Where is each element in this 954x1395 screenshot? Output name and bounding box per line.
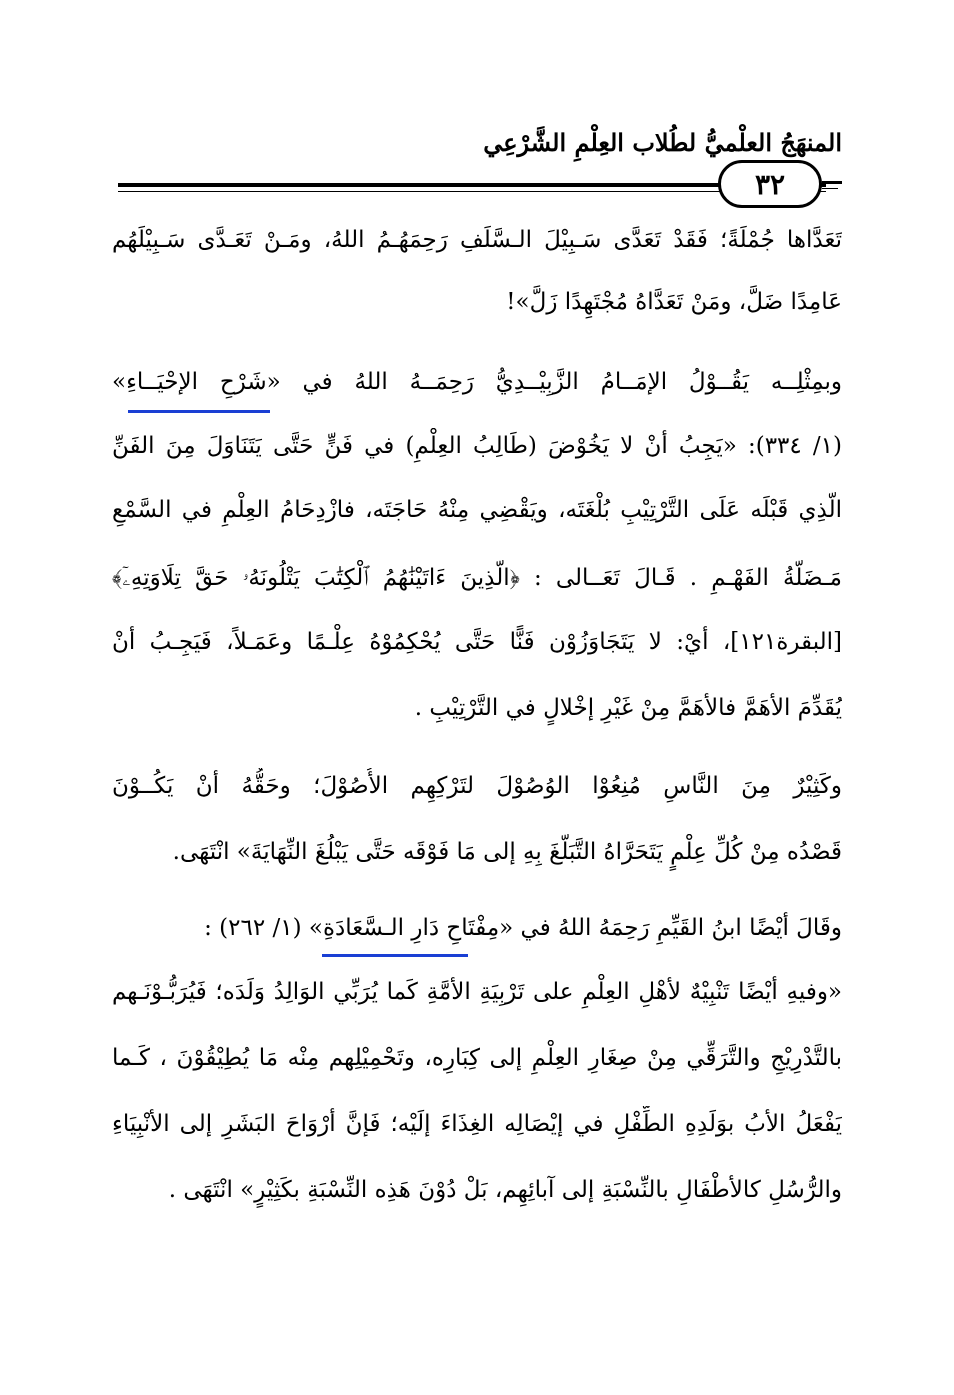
header-rule-end-thin (822, 188, 838, 189)
title-underline (322, 954, 468, 957)
header-rule-end (822, 181, 842, 184)
text-line: بالتَّدْرِيْجِ والتَّرَقِّي مِنْ صِغَارِ العِلْمِ إلى كِبَارِه، وتَحْمِيْلِهم مِنْه مَا يُطِيْقُوْنَ ، كَـما (112, 1045, 842, 1071)
text-line: والرُّسُلِ كالأطْفَالِ بالنِّسْبَةِ إلى آبائِهِم، بَلْ دُوْنَ هَذِه النِّسْبَةِ بكَثِيْرٍ» انْتَهَى . (168, 1177, 842, 1203)
title-underline (128, 410, 270, 413)
text-line: عَامِدًا ضَلَّ، ومَنْ تَعَدَّاهُ مُجْتَهِدًا زَلَّ»! (506, 289, 842, 315)
text-line: الَّذِي قَبْلَه عَلَى التَّرْتِيْبِ بُلْغَتَه، ويَقْضِي مِنْهُ حَاجَتَه، فازْدِحَامُ العِلْمِ في السَّمْعِ (112, 497, 842, 523)
text-line: «وفيهِ أيْضًا تَنْبِيْهٌ لأهْلِ العِلْمِ على تَرْبِيَةِ الأمَّةِ كَما يُرَبِّي الوَالِدُ وَلَدَه؛ فَيُرَبُّـوْنَـهم (112, 979, 842, 1005)
text-line: وبمِثْلِــه يَقُــوْلُ الإمَــامُ الزَّبِيْــدِيُّ رَحِمَــهُ اللهُ في «شَرْحِ الإحْيَــاءِ» (112, 369, 842, 395)
text-line: وكَثِيْرٌ مِنَ النَّاسِ مُنِعُوْا الوُصُوْلَ لتَرْكِهِم الأُصُوْلَ؛ وحَقُّهُ أنْ يَكُــوْنَ (112, 773, 842, 799)
text-line: مَـضَلَّةُ الفَهْـمِ . قَـالَ تَعَــالى : ﴿الَّذِينَ ءَاتَيْنَٰهُمُ ٱلْكِتَٰبَ يَتْلُونَهُۥ حَقَّ تِلَاوَتِهِۦٓ﴾ (112, 565, 842, 591)
text-line: وقَالَ أيْضًا ابنُ القَيِّمِ رَحِمَهُ اللهُ في «مِفْتَاحِ دَارِ الـسَّعَادَةِ» (١/ ٢٦٢) : (204, 915, 842, 941)
text-line: (١/ ٣٣٤): «يَجِبُ أنْ لا يَخُوْضَ (طَالِبُ العِلْمِ) في فَنٍّ حَتَّى يَتَنَاوَلَ مِنَ الفَنِّ (112, 433, 842, 459)
text-line: قَصْدُه مِنْ كُلِّ عِلْمٍ يَتَحَرَّاهُ التَّبَلُّغَ بِهِ إلى مَا فَوْقَه حَتَّى يَبْلُغَ النِّهَايَةَ» انْتَهَى. (172, 839, 842, 865)
text-line: يُقَدِّمَ الأهَمَّ فالأهَمَّ مِنْ غَيْرِ إخْلالٍ في التَّرْتِيْبِ . (414, 695, 842, 721)
text-line: تَعَدَّاها جُمْلَةً؛ فَقَدْ تَعَدَّى سَـبِيْلَ الـسَّلَفِ رَحِمَهُـمُ اللهُ، ومَـنْ تَعَـدَّى سَـبِيْلَهُم (112, 227, 842, 253)
text-line: يَفْعَلُ الأبُ بوَلَدِهِ الطِّفْلِ في إيْصَالِه الغِذَاءَ إلَيْه؛ فَإنَّ أرْوَاحَ البَشَرِ إلى الأنْبِيَاءِ (112, 1111, 842, 1137)
text-line: [البقرة١٢١]، أيْ: لا يَتَجَاوَزُوْن فَنًّا حَتَّى يُحْكِمُوْهُ عِلْـمًا وعَمَـلاً، فَيَجِـبُ أنْ (112, 629, 842, 655)
running-header-title: المنهَجُ العلْميُّ لطُلاب العِلْمِ الشَّرْعِي (483, 128, 842, 157)
page-number: ٣٢ (718, 160, 822, 208)
